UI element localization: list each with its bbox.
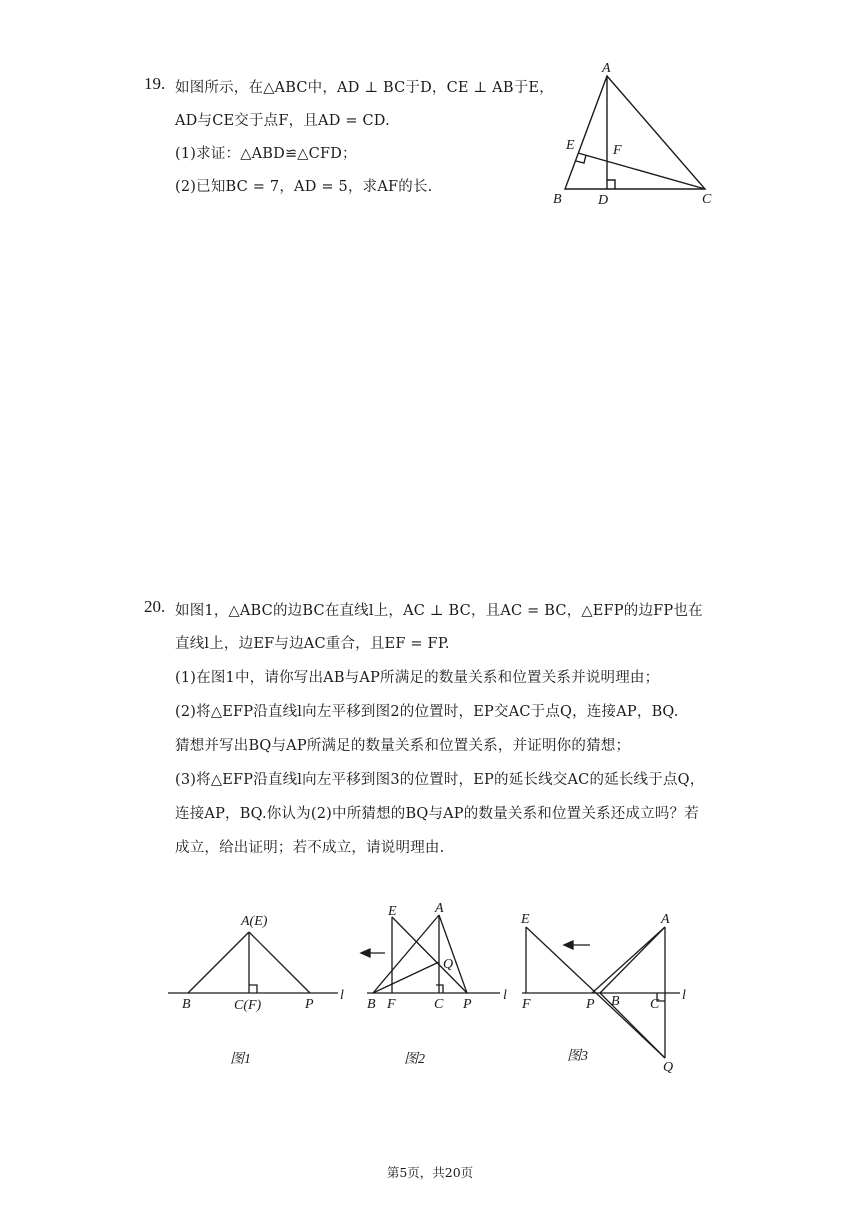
fig3-label-q: Q [663, 1060, 674, 1075]
fig2-label-l: l [503, 988, 507, 1003]
q19-triangle-figure [545, 58, 725, 213]
label-e: E [566, 138, 575, 153]
label-f: F [613, 143, 622, 158]
fig3-label-e: E [521, 912, 530, 927]
fig2-label-q: Q [443, 957, 454, 972]
fig1-caption: 图1 [230, 1052, 251, 1067]
fig2-label-e: E [388, 904, 397, 919]
page-footer: 第5页，共20页 [386, 1165, 474, 1180]
fig3-label-p: P [586, 997, 595, 1012]
label-b: B [553, 192, 562, 207]
fig2-caption: 图2 [404, 1052, 425, 1067]
q20-line-3: (1)在图1中，请你写出AB与AP所满足的数量关系和位置关系并说明理由； [175, 670, 660, 686]
fig2-arrow [361, 949, 385, 957]
fig3-label-a: A [661, 912, 670, 927]
label-d: D [598, 193, 609, 208]
fig3-label-l: l [682, 988, 686, 1003]
q20-line-1: 如图1，△ABC的边BC在直线l上，AC ⊥ BC，且AC = BC，△EFP的边FP也在 [175, 603, 703, 619]
q19-line-1: 如图所示，在△ABC中，AD ⊥ BC于D，CE ⊥ AB于E， [175, 80, 554, 96]
q20-number: 20. [144, 597, 166, 616]
q19-line-3: (1)求证：△ABD≌△CFD； [175, 146, 357, 162]
q20-line-5: 猜想并写出BQ与AP所满足的数量关系和位置关系，并证明你的猜想； [175, 738, 631, 754]
altitude-ce [578, 153, 705, 189]
fig1-label-p: P [305, 997, 314, 1012]
q20-line-8: 成立，给出证明；若不成立，请说明理由. [175, 840, 445, 856]
q19-number: 19. [144, 74, 166, 93]
fig1-label-b: B [182, 997, 191, 1012]
label-c: C [702, 192, 712, 207]
fig3-label-b: B [611, 994, 620, 1009]
q19-line-4: (2)已知BC = 7，AD = 5，求AF的长. [175, 179, 433, 195]
fig2-label-a: A [435, 901, 444, 916]
q19-line-2: AD与CE交于点F，且AD = CD. [175, 113, 390, 129]
fig1-label-ae: A(E) [241, 914, 268, 929]
q20-line-7: 连接AP，BQ.你认为(2)中所猜想的BQ与AP的数量关系和位置关系还成立吗？若 [175, 806, 699, 822]
label-a: A [602, 61, 611, 76]
q20-figures [160, 895, 700, 1085]
fig3-label-f: F [522, 997, 531, 1012]
q20-line-2: 直线l上，边EF与边AC重合，且EF = FP. [175, 636, 450, 652]
fig1-label-cf: C(F) [234, 998, 262, 1013]
q20-line-4: (2)将△EFP沿直线l向左平移到图2的位置时，EP交AC于点Q，连接AP，BQ. [175, 704, 679, 720]
fig2-label-f: F [387, 997, 396, 1012]
figure-2-drawing [367, 915, 500, 993]
triangle-abc [565, 76, 705, 189]
fig3-arrow [564, 941, 590, 949]
figure-3-drawing [522, 927, 680, 1058]
fig1-label-l: l [340, 988, 344, 1003]
fig1-right-angle [249, 985, 257, 993]
fig3-caption: 图3 [567, 1049, 588, 1064]
figure-1-drawing [168, 932, 338, 993]
fig2-label-p: P [463, 997, 472, 1012]
q20-line-6: (3)将△EFP沿直线l向左平移到图3的位置时，EP的延长线交AC的延长线于点Q， [175, 772, 705, 788]
fig2-label-c: C [434, 997, 444, 1012]
right-angle-d [607, 180, 615, 189]
fig2-label-b: B [367, 997, 376, 1012]
fig3-label-c: C [650, 997, 660, 1012]
